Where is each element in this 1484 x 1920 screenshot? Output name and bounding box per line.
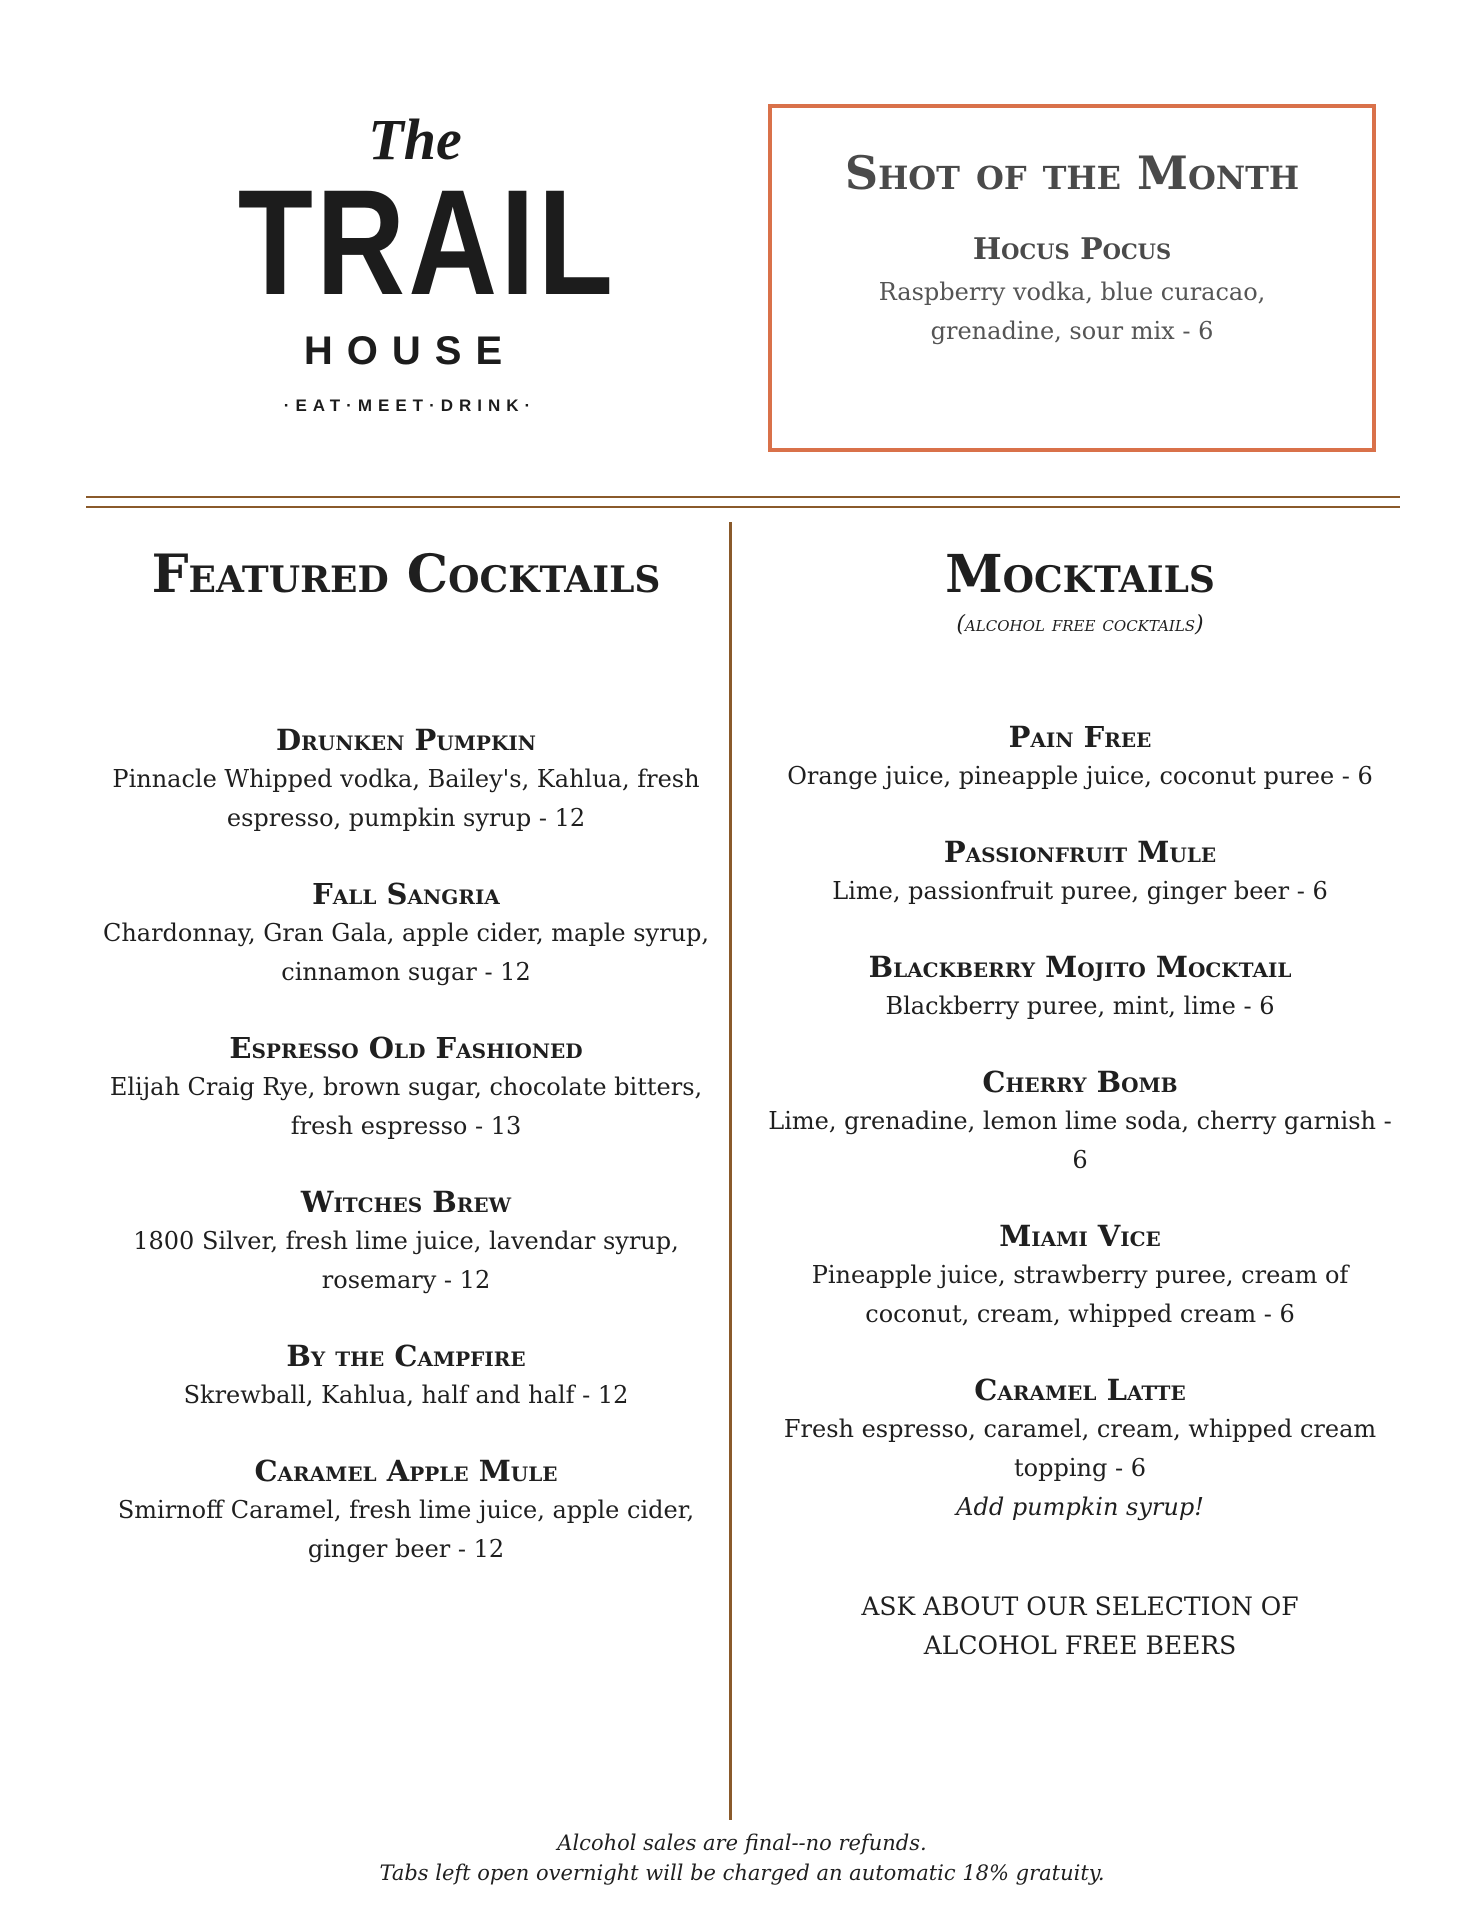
menu-item-desc: Fresh espresso, caramel, cream, whipped cream topping - 6 — [783, 1415, 1377, 1482]
featured-cocktails-title: Featured Cocktails — [151, 544, 661, 605]
logo-trail: TRAIL — [237, 158, 617, 326]
top-rule — [86, 496, 1400, 498]
menu-item-name: Fall Sangria — [312, 877, 500, 911]
footer-disclaimer — [0, 1828, 1484, 1888]
shot-of-the-month-box — [768, 104, 1376, 452]
menu-item — [760, 947, 1400, 1026]
menu-item-name: Espresso Old Fashioned — [229, 1031, 583, 1065]
menu-item — [760, 832, 1400, 911]
menu-item — [96, 1028, 716, 1146]
menu-item-desc: 1800 Silver, fresh lime juice, lavendar syrup, rosemary - 12 — [133, 1227, 679, 1294]
menu-item-name: Pain Free — [1008, 720, 1152, 754]
logo-tagline: ·EAT·MEET·DRINK· — [283, 396, 537, 415]
menu-item-desc: Blackberry puree, mint, lime - 6 — [885, 992, 1275, 1020]
menu-item-name: By the Campfire — [286, 1339, 526, 1373]
alcohol-free-beers-note — [760, 1587, 1400, 1665]
mocktails-subtitle: (alcohol free cocktails) — [956, 612, 1204, 637]
mocktails-title: Mocktails — [945, 544, 1215, 605]
menu-item-name: Witches Brew — [300, 1185, 512, 1219]
footer-line-1: Alcohol sales are final--no refunds. — [557, 1831, 927, 1855]
ask-line-1: ASK ABOUT OUR SELECTION OF — [861, 1592, 1299, 1621]
menu-item-desc: Pinnacle Whipped vodka, Bailey's, Kahlua, fresh espresso, pumpkin syrup - 12 — [112, 765, 700, 832]
menu-item-name: Blackberry Mojito Mocktail — [868, 950, 1292, 984]
menu-item — [760, 717, 1400, 796]
menu-item — [96, 720, 716, 838]
menu-item — [760, 1370, 1400, 1527]
footer-line-2: Tabs left open overnight will be charged an automatic 18% gratuity. — [379, 1861, 1105, 1885]
mocktails-section — [760, 540, 1400, 1665]
menu-item — [96, 1336, 716, 1415]
menu-item — [96, 1182, 716, 1300]
menu-item-name: Miami Vice — [999, 1219, 1161, 1253]
menu-item-desc: Elijah Craig Rye, brown sugar, chocolate bitters, fresh espresso - 13 — [109, 1073, 703, 1140]
shot-of-the-month-title: Shot of the Month — [844, 146, 1300, 200]
bottom-rule — [86, 506, 1400, 508]
logo-the: The — [368, 107, 462, 172]
shot-item-desc: Raspberry vodka, blue curacao, grenadine, sour mix - 6 — [878, 278, 1266, 345]
menu-item-desc: Lime, grenadine, lemon lime soda, cherry garnish - 6 — [768, 1107, 1392, 1174]
menu-item — [760, 1216, 1400, 1334]
menu-item-desc: Smirnoff Caramel, fresh lime juice, apple cider, ginger beer - 12 — [117, 1496, 695, 1563]
menu-item-desc: Lime, passionfruit puree, ginger beer - 6 — [832, 877, 1328, 905]
menu-item-name: Cherry Bomb — [982, 1065, 1178, 1099]
menu-item — [96, 874, 716, 992]
featured-cocktails-section — [96, 540, 716, 1605]
menu-item-desc: Pineapple juice, strawberry puree, cream of coconut, cream, whipped cream - 6 — [811, 1261, 1349, 1328]
column-divider — [729, 522, 732, 1820]
shot-item-name: Hocus Pocus — [972, 232, 1172, 267]
menu-item-desc: Skrewball, Kahlua, half and half - 12 — [183, 1381, 629, 1409]
menu-item-name: Passionfruit Mule — [943, 835, 1217, 869]
menu-item — [760, 1062, 1400, 1180]
menu-item-note: Add pumpkin syrup! — [956, 1493, 1204, 1521]
ask-line-2: ALCOHOL FREE BEERS — [923, 1631, 1237, 1660]
trail-house-logo — [200, 107, 620, 416]
menu-item-name: Caramel Apple Mule — [254, 1454, 558, 1488]
menu-item-name: Caramel Latte — [974, 1373, 1186, 1407]
menu-item — [96, 1451, 716, 1569]
menu-item-desc: Orange juice, pineapple juice, coconut puree - 6 — [787, 762, 1373, 790]
logo-house: HOUSE — [303, 329, 517, 373]
menu-item-name: Drunken Pumpkin — [276, 723, 536, 757]
menu-item-desc: Chardonnay, Gran Gala, apple cider, maple syrup, cinnamon sugar - 12 — [102, 919, 710, 986]
